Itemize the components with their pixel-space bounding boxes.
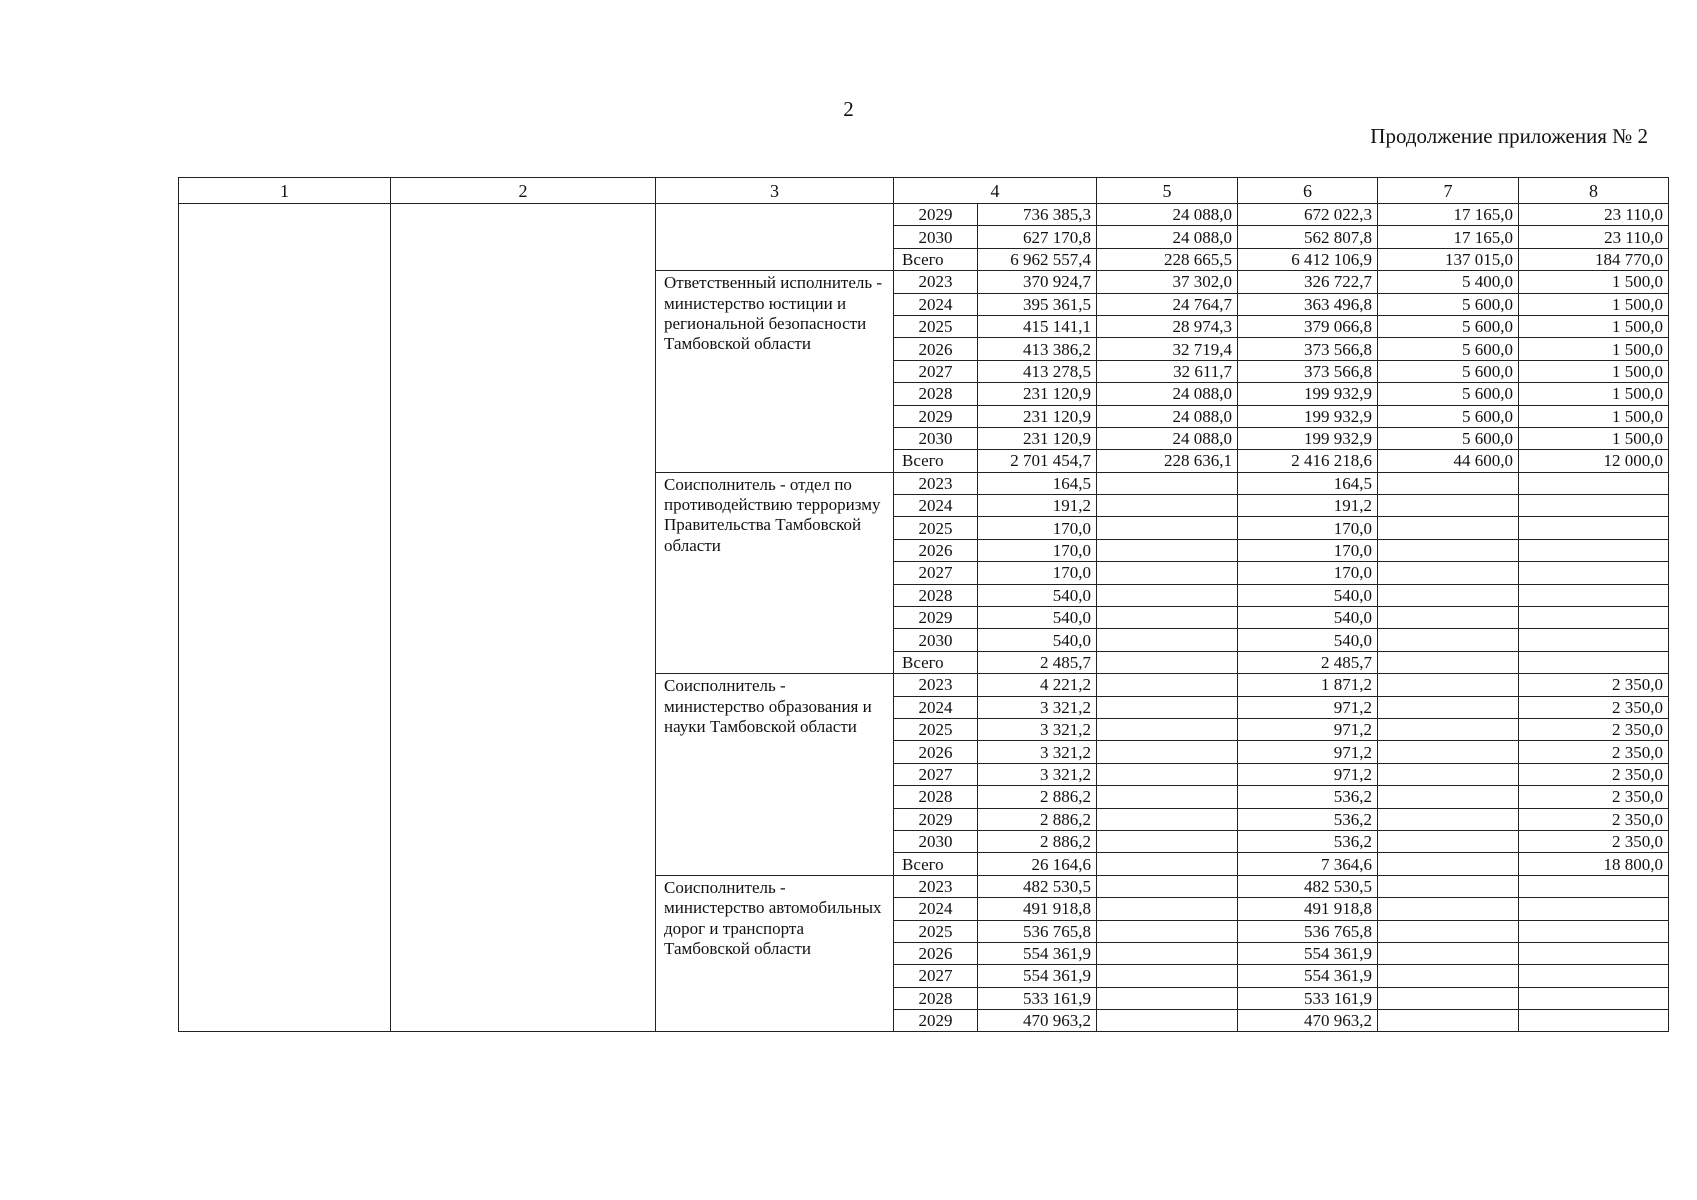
year-cell: 2025 <box>894 517 978 539</box>
value-cell-4: 231 120,9 <box>978 405 1097 427</box>
appendix-table <box>178 177 1669 1032</box>
value-cell-4: 231 120,9 <box>978 427 1097 449</box>
table-row <box>179 204 1669 226</box>
value-cell-6: 482 530,5 <box>1238 875 1378 897</box>
value-cell-4: 627 170,8 <box>978 226 1097 248</box>
value-cell-5: 28 974,3 <box>1097 315 1238 337</box>
value-cell-6: 170,0 <box>1238 539 1378 561</box>
year-cell: 2025 <box>894 920 978 942</box>
year-cell: 2026 <box>894 942 978 964</box>
year-cell: 2027 <box>894 965 978 987</box>
value-cell-7 <box>1378 763 1519 785</box>
value-cell-8 <box>1519 584 1669 606</box>
value-cell-5 <box>1097 763 1238 785</box>
value-cell-5: 32 719,4 <box>1097 338 1238 360</box>
value-cell-8 <box>1519 495 1669 517</box>
value-cell-8 <box>1519 1010 1669 1032</box>
value-cell-4: 170,0 <box>978 539 1097 561</box>
value-cell-7 <box>1378 472 1519 494</box>
value-cell-4: 6 962 557,4 <box>978 248 1097 270</box>
value-cell-6: 533 161,9 <box>1238 987 1378 1009</box>
value-cell-5: 24 088,0 <box>1097 383 1238 405</box>
value-cell-7 <box>1378 607 1519 629</box>
value-cell-8: 1 500,0 <box>1519 360 1669 382</box>
value-cell-6: 2 416 218,6 <box>1238 450 1378 472</box>
value-cell-8 <box>1519 987 1669 1009</box>
value-cell-7 <box>1378 562 1519 584</box>
value-cell-8: 1 500,0 <box>1519 338 1669 360</box>
value-cell-4: 395 361,5 <box>978 293 1097 315</box>
value-cell-6: 199 932,9 <box>1238 405 1378 427</box>
value-cell-4: 170,0 <box>978 562 1097 584</box>
value-cell-7: 5 600,0 <box>1378 427 1519 449</box>
value-cell-8 <box>1519 472 1669 494</box>
value-cell-5 <box>1097 786 1238 808</box>
year-cell: 2026 <box>894 741 978 763</box>
year-cell: 2028 <box>894 383 978 405</box>
value-cell-6: 326 722,7 <box>1238 271 1378 293</box>
value-cell-4: 491 918,8 <box>978 898 1097 920</box>
year-cell: 2027 <box>894 763 978 785</box>
value-cell-5 <box>1097 875 1238 897</box>
value-cell-8: 2 350,0 <box>1519 696 1669 718</box>
year-cell: 2023 <box>894 271 978 293</box>
value-cell-8 <box>1519 562 1669 584</box>
header-col-8: 8 <box>1519 178 1669 204</box>
table-body <box>179 204 1669 1032</box>
year-cell: 2027 <box>894 562 978 584</box>
value-cell-8 <box>1519 651 1669 673</box>
value-cell-5: 24 088,0 <box>1097 226 1238 248</box>
value-cell-6: 170,0 <box>1238 562 1378 584</box>
year-cell: 2030 <box>894 830 978 852</box>
value-cell-6: 554 361,9 <box>1238 965 1378 987</box>
value-cell-7 <box>1378 808 1519 830</box>
value-cell-6: 540,0 <box>1238 607 1378 629</box>
value-cell-8: 12 000,0 <box>1519 450 1669 472</box>
year-cell: Всего <box>894 450 978 472</box>
value-cell-5 <box>1097 517 1238 539</box>
value-cell-6: 164,5 <box>1238 472 1378 494</box>
value-cell-8 <box>1519 965 1669 987</box>
executor-cell: Соисполнитель - министерство автомобильных дорог и транспорта Тамбовской области <box>656 875 894 1032</box>
value-cell-5: 24 764,7 <box>1097 293 1238 315</box>
value-cell-6: 536,2 <box>1238 830 1378 852</box>
value-cell-4: 554 361,9 <box>978 965 1097 987</box>
value-cell-4: 2 886,2 <box>978 830 1097 852</box>
value-cell-4: 540,0 <box>978 629 1097 651</box>
value-cell-8: 2 350,0 <box>1519 718 1669 740</box>
value-cell-8 <box>1519 517 1669 539</box>
value-cell-5 <box>1097 1010 1238 1032</box>
value-cell-8: 2 350,0 <box>1519 674 1669 696</box>
value-cell-6: 971,2 <box>1238 718 1378 740</box>
value-cell-8: 1 500,0 <box>1519 405 1669 427</box>
value-cell-8: 2 350,0 <box>1519 763 1669 785</box>
value-cell-5 <box>1097 696 1238 718</box>
value-cell-4: 554 361,9 <box>978 942 1097 964</box>
header-col-4: 4 <box>894 178 1097 204</box>
value-cell-8: 23 110,0 <box>1519 226 1669 248</box>
value-cell-7 <box>1378 517 1519 539</box>
value-cell-7 <box>1378 898 1519 920</box>
value-cell-7 <box>1378 741 1519 763</box>
value-cell-7 <box>1378 718 1519 740</box>
year-cell: Всего <box>894 248 978 270</box>
value-cell-5 <box>1097 718 1238 740</box>
value-cell-4: 540,0 <box>978 607 1097 629</box>
table-header-row <box>179 178 1669 204</box>
year-cell: 2024 <box>894 293 978 315</box>
value-cell-5 <box>1097 651 1238 673</box>
value-cell-5 <box>1097 965 1238 987</box>
value-cell-5: 37 302,0 <box>1097 271 1238 293</box>
value-cell-7: 5 400,0 <box>1378 271 1519 293</box>
year-cell: 2024 <box>894 696 978 718</box>
header-col-2: 2 <box>391 178 656 204</box>
value-cell-6: 536,2 <box>1238 808 1378 830</box>
year-cell: Всего <box>894 651 978 673</box>
year-cell: 2028 <box>894 987 978 1009</box>
year-cell: 2024 <box>894 495 978 517</box>
year-cell: 2025 <box>894 718 978 740</box>
value-cell-6: 971,2 <box>1238 763 1378 785</box>
value-cell-6: 470 963,2 <box>1238 1010 1378 1032</box>
year-cell: 2028 <box>894 584 978 606</box>
value-cell-5 <box>1097 942 1238 964</box>
year-cell: 2023 <box>894 472 978 494</box>
value-cell-8: 1 500,0 <box>1519 293 1669 315</box>
value-cell-7 <box>1378 853 1519 875</box>
value-cell-7 <box>1378 920 1519 942</box>
value-cell-7: 5 600,0 <box>1378 405 1519 427</box>
column-1-cell <box>179 204 391 1032</box>
value-cell-5: 32 611,7 <box>1097 360 1238 382</box>
value-cell-4: 3 321,2 <box>978 718 1097 740</box>
value-cell-4: 470 963,2 <box>978 1010 1097 1032</box>
value-cell-5 <box>1097 607 1238 629</box>
value-cell-6: 363 496,8 <box>1238 293 1378 315</box>
value-cell-7 <box>1378 629 1519 651</box>
value-cell-8: 2 350,0 <box>1519 786 1669 808</box>
value-cell-6: 7 364,6 <box>1238 853 1378 875</box>
value-cell-5: 24 088,0 <box>1097 204 1238 226</box>
value-cell-4: 3 321,2 <box>978 763 1097 785</box>
value-cell-8 <box>1519 875 1669 897</box>
value-cell-4: 3 321,2 <box>978 696 1097 718</box>
year-cell: 2030 <box>894 226 978 248</box>
value-cell-8: 23 110,0 <box>1519 204 1669 226</box>
value-cell-5 <box>1097 495 1238 517</box>
value-cell-6: 536 765,8 <box>1238 920 1378 942</box>
value-cell-6: 6 412 106,9 <box>1238 248 1378 270</box>
value-cell-4: 2 886,2 <box>978 786 1097 808</box>
value-cell-7: 17 165,0 <box>1378 226 1519 248</box>
value-cell-6: 536,2 <box>1238 786 1378 808</box>
value-cell-6: 1 871,2 <box>1238 674 1378 696</box>
value-cell-6: 199 932,9 <box>1238 383 1378 405</box>
value-cell-5 <box>1097 674 1238 696</box>
value-cell-7: 5 600,0 <box>1378 293 1519 315</box>
executor-cell: Соисполнитель - министерство образования и науки Тамбовской области <box>656 674 894 876</box>
value-cell-6: 199 932,9 <box>1238 427 1378 449</box>
executor-cell: Соисполнитель - отдел по противодействию терроризму Правительства Тамбовской области <box>656 472 894 674</box>
value-cell-5 <box>1097 629 1238 651</box>
year-cell: 2023 <box>894 674 978 696</box>
value-cell-4: 533 161,9 <box>978 987 1097 1009</box>
value-cell-4: 2 701 454,7 <box>978 450 1097 472</box>
value-cell-5 <box>1097 987 1238 1009</box>
value-cell-7 <box>1378 942 1519 964</box>
value-cell-8: 18 800,0 <box>1519 853 1669 875</box>
value-cell-4: 4 221,2 <box>978 674 1097 696</box>
value-cell-6: 2 485,7 <box>1238 651 1378 673</box>
value-cell-7 <box>1378 584 1519 606</box>
value-cell-7 <box>1378 786 1519 808</box>
value-cell-6: 373 566,8 <box>1238 338 1378 360</box>
value-cell-7: 17 165,0 <box>1378 204 1519 226</box>
year-cell: 2028 <box>894 786 978 808</box>
value-cell-7 <box>1378 539 1519 561</box>
value-cell-6: 672 022,3 <box>1238 204 1378 226</box>
value-cell-4: 3 321,2 <box>978 741 1097 763</box>
value-cell-4: 540,0 <box>978 584 1097 606</box>
value-cell-5: 228 636,1 <box>1097 450 1238 472</box>
executor-cell: Ответственный исполнитель - министерство юстиции и региональной безопасности Тамбовской области <box>656 271 894 473</box>
header-col-6: 6 <box>1238 178 1378 204</box>
value-cell-8 <box>1519 920 1669 942</box>
value-cell-5: 24 088,0 <box>1097 427 1238 449</box>
value-cell-7: 5 600,0 <box>1378 338 1519 360</box>
value-cell-8: 1 500,0 <box>1519 271 1669 293</box>
year-cell: 2027 <box>894 360 978 382</box>
value-cell-5 <box>1097 584 1238 606</box>
page-number: 2 <box>843 97 854 121</box>
value-cell-5: 24 088,0 <box>1097 405 1238 427</box>
value-cell-4: 413 386,2 <box>978 338 1097 360</box>
value-cell-5 <box>1097 562 1238 584</box>
value-cell-4: 170,0 <box>978 517 1097 539</box>
value-cell-4: 415 141,1 <box>978 315 1097 337</box>
value-cell-7 <box>1378 696 1519 718</box>
value-cell-7: 44 600,0 <box>1378 450 1519 472</box>
value-cell-8: 2 350,0 <box>1519 830 1669 852</box>
value-cell-6: 540,0 <box>1238 629 1378 651</box>
year-cell: 2030 <box>894 427 978 449</box>
continuation-caption: Продолжение приложения № 2 <box>1370 124 1648 148</box>
value-cell-5 <box>1097 920 1238 942</box>
executor-cell <box>656 204 894 271</box>
value-cell-5 <box>1097 830 1238 852</box>
value-cell-7 <box>1378 1010 1519 1032</box>
value-cell-5: 228 665,5 <box>1097 248 1238 270</box>
year-cell: 2023 <box>894 875 978 897</box>
value-cell-6: 191,2 <box>1238 495 1378 517</box>
year-cell: 2029 <box>894 808 978 830</box>
value-cell-5 <box>1097 853 1238 875</box>
year-cell: 2029 <box>894 204 978 226</box>
value-cell-7: 5 600,0 <box>1378 360 1519 382</box>
value-cell-7: 5 600,0 <box>1378 315 1519 337</box>
value-cell-8: 1 500,0 <box>1519 383 1669 405</box>
value-cell-4: 413 278,5 <box>978 360 1097 382</box>
value-cell-6: 971,2 <box>1238 696 1378 718</box>
year-cell: Всего <box>894 853 978 875</box>
year-cell: 2029 <box>894 405 978 427</box>
value-cell-6: 554 361,9 <box>1238 942 1378 964</box>
value-cell-7 <box>1378 674 1519 696</box>
value-cell-7: 5 600,0 <box>1378 383 1519 405</box>
value-cell-8 <box>1519 607 1669 629</box>
value-cell-4: 370 924,7 <box>978 271 1097 293</box>
value-cell-4: 164,5 <box>978 472 1097 494</box>
value-cell-6: 971,2 <box>1238 741 1378 763</box>
year-cell: 2026 <box>894 338 978 360</box>
value-cell-4: 26 164,6 <box>978 853 1097 875</box>
value-cell-6: 562 807,8 <box>1238 226 1378 248</box>
value-cell-6: 373 566,8 <box>1238 360 1378 382</box>
year-cell: 2026 <box>894 539 978 561</box>
value-cell-6: 540,0 <box>1238 584 1378 606</box>
year-cell: 2029 <box>894 1010 978 1032</box>
value-cell-8 <box>1519 898 1669 920</box>
value-cell-5 <box>1097 539 1238 561</box>
value-cell-8: 2 350,0 <box>1519 808 1669 830</box>
value-cell-7 <box>1378 965 1519 987</box>
value-cell-8 <box>1519 629 1669 651</box>
value-cell-6: 491 918,8 <box>1238 898 1378 920</box>
value-cell-7: 137 015,0 <box>1378 248 1519 270</box>
value-cell-8: 2 350,0 <box>1519 741 1669 763</box>
value-cell-7 <box>1378 987 1519 1009</box>
value-cell-4: 482 530,5 <box>978 875 1097 897</box>
value-cell-7 <box>1378 875 1519 897</box>
value-cell-6: 379 066,8 <box>1238 315 1378 337</box>
value-cell-8: 1 500,0 <box>1519 427 1669 449</box>
header-col-7: 7 <box>1378 178 1519 204</box>
column-2-cell <box>391 204 656 1032</box>
year-cell: 2029 <box>894 607 978 629</box>
header-col-3: 3 <box>656 178 894 204</box>
value-cell-5 <box>1097 741 1238 763</box>
header-col-5: 5 <box>1097 178 1238 204</box>
value-cell-5 <box>1097 808 1238 830</box>
header-col-1: 1 <box>179 178 391 204</box>
value-cell-4: 191,2 <box>978 495 1097 517</box>
value-cell-4: 736 385,3 <box>978 204 1097 226</box>
value-cell-7 <box>1378 830 1519 852</box>
value-cell-4: 2 485,7 <box>978 651 1097 673</box>
year-cell: 2030 <box>894 629 978 651</box>
value-cell-7 <box>1378 651 1519 673</box>
value-cell-6: 170,0 <box>1238 517 1378 539</box>
value-cell-8 <box>1519 539 1669 561</box>
value-cell-5 <box>1097 898 1238 920</box>
value-cell-5 <box>1097 472 1238 494</box>
value-cell-4: 536 765,8 <box>978 920 1097 942</box>
value-cell-8: 184 770,0 <box>1519 248 1669 270</box>
value-cell-4: 2 886,2 <box>978 808 1097 830</box>
year-cell: 2024 <box>894 898 978 920</box>
value-cell-7 <box>1378 495 1519 517</box>
value-cell-8 <box>1519 942 1669 964</box>
value-cell-8: 1 500,0 <box>1519 315 1669 337</box>
year-cell: 2025 <box>894 315 978 337</box>
value-cell-4: 231 120,9 <box>978 383 1097 405</box>
